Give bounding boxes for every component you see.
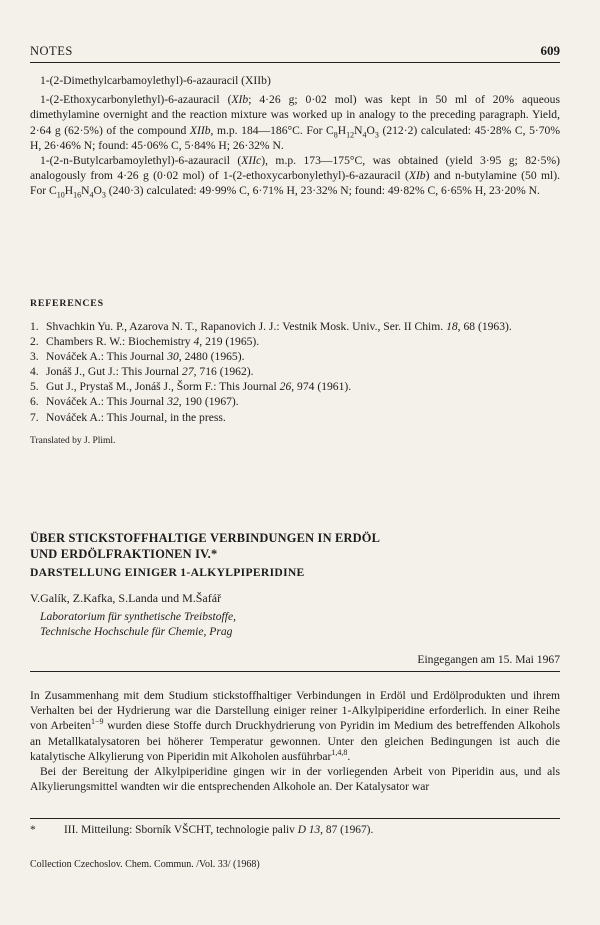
received-date: Eingegangen am 15. Mai 1967 xyxy=(417,653,560,666)
compound-12c-paragraph: 1-(2-n-Butylcarbamoylethyl)-6-azauracil (XIIc), m.p. 173—175°C, was obtained (yield 3·95 g; 82·5%) analogously from 4·26 g (0·02 mol) of 1-(2-ethoxycarbonylethyl)-6-azauracil (XIb) and n-butylamine (50 ml). For $C_{10}H_{16}N_4O_3$ (240·3) calculated: 49·99% C, 6·71% H, 23·32% N; found: 49·82% C, 6·65% H, 23·20% N. xyxy=(30,154,560,200)
footnote xyxy=(30,824,560,836)
reference-text: Nováček A.: This Journal 30, 2480 (1965). xyxy=(46,350,245,364)
page-number: 609 xyxy=(540,43,560,58)
journal-page xyxy=(30,0,560,925)
body-paragraph-2: Bei der Bereitung der Alkylpiperidine gingen wir in der vorliegenden Arbeit von Piperidin aus, und als Alkylierungsmittel wandten wir die entsprechenden Alkohole an. Der Katalysator war xyxy=(30,765,560,794)
reference-item xyxy=(30,319,560,334)
article-title-line-2: UND ERDÖLFRAKTIONEN IV.* xyxy=(30,546,218,561)
compound-12b-paragraph: 1-(2-Ethoxycarbonylethyl)-6-azauracil (XIb; 4·26 g; 0·02 mol) was kept in 50 ml of 20% aqueous dimethylamine overnight and the reaction mixture was worked up in analogy to the preceding paragraph. Yield, 2·64 g (62·5%) of the compound XIIb, m.p. 184—186°C. For $C_8H_{12}N_4O_3$ (212·2) calculated: 45·28% C, 5·70% H, 26·46% N; found: 45·06% C, 5·84% H; 26·32% N. xyxy=(30,93,560,152)
reference-text: Nováček A.: This Journal, in the press. xyxy=(46,410,226,424)
reference-text: Gut J., Prystaš M., Jonáš J., Šorm F.: This Journal 26, 974 (1961). xyxy=(46,380,352,394)
reference-item xyxy=(30,379,560,394)
reference-number: 2. xyxy=(30,335,39,349)
article-title-line-1: ÜBER STICKSTOFFHALTIGE VERBINDUNGEN IN ERDÖL xyxy=(30,531,381,545)
footnote-marker: * xyxy=(30,824,36,836)
article-subtitle: DARSTELLUNG EINIGER 1-ALKYLPIPERIDINE xyxy=(30,566,305,579)
reference-text: Nováček A.: This Journal 32, 190 (1967). xyxy=(46,395,239,409)
footnote-text: III. Mitteilung: Sborník VŠCHT, technologie paliv D 13, 87 (1967). xyxy=(64,824,374,836)
notes-continuation xyxy=(30,73,560,199)
reference-item xyxy=(30,394,560,409)
reference-number: 7. xyxy=(30,410,39,424)
reference-item xyxy=(30,334,560,349)
running-header xyxy=(30,44,560,63)
references-list xyxy=(30,319,560,425)
article-heading xyxy=(30,531,560,666)
body-paragraph-1: In Zusammenhang mit dem Studium stickstoffhaltiger Verbindungen in Erdöl und Erdölprodukten und ihrem Verhalten bei der Hydrierung war die Darstellung einiger reiner 1-Alkylpiperidine erforderlich. In einer Reihe von Arbeiten$^{1-9}$ wurden diese Stoffe durch Druckhydrierung von Pyridin im Medium des betreffenden Alkohols an Metallkatalysatoren bei höherer Temperatur gewonnen. Unter den gleichen Bedingungen ist auch die katalytische Alkylierung von Piperidin mit Alkoholen ausführbar$^{1,4,8}$. xyxy=(30,689,560,763)
reference-item xyxy=(30,364,560,379)
reference-number: 6. xyxy=(30,395,39,409)
references-section xyxy=(30,298,560,446)
article-authors: V.Galík, Z.Kafka, S.Landa und M.Šafář xyxy=(30,591,222,605)
translator-credit: Translated by J. Pliml. xyxy=(30,435,116,446)
reference-item xyxy=(30,349,560,364)
reference-number: 5. xyxy=(30,380,39,394)
section-label: NOTES xyxy=(30,44,73,58)
heading-divider xyxy=(30,671,560,672)
affiliation-line-2: Technische Hochschule für Chemie, Prag xyxy=(40,625,233,638)
reference-number: 3. xyxy=(30,350,39,364)
footnote-divider xyxy=(30,818,560,819)
reference-text: Chambers R. W.: Biochemistry 4, 219 (1965). xyxy=(46,335,260,349)
reference-number: 1. xyxy=(30,320,39,333)
reference-number: 4. xyxy=(30,365,39,379)
compound-12b-title: 1-(2-Dimethylcarbamoylethyl)-6-azauracil (XIIb) xyxy=(40,74,271,87)
affiliation-line-1: Laboratorium für synthetische Treibstoffe, xyxy=(40,610,237,623)
article-body xyxy=(30,688,560,794)
references-heading: REFERENCES xyxy=(30,298,104,309)
reference-item xyxy=(30,410,560,425)
journal-citation: Collection Czechoslov. Chem. Commun. /Vol. 33/ (1968) xyxy=(30,859,260,870)
reference-text: Shvachkin Yu. P., Azarova N. T., Rapanovich J. J.: Vestnik Mosk. Univ., Ser. II Chim. 18, 68 (1963). xyxy=(46,320,512,333)
reference-text: Jonáš J., Gut J.: This Journal 27, 716 (1962). xyxy=(46,365,254,379)
